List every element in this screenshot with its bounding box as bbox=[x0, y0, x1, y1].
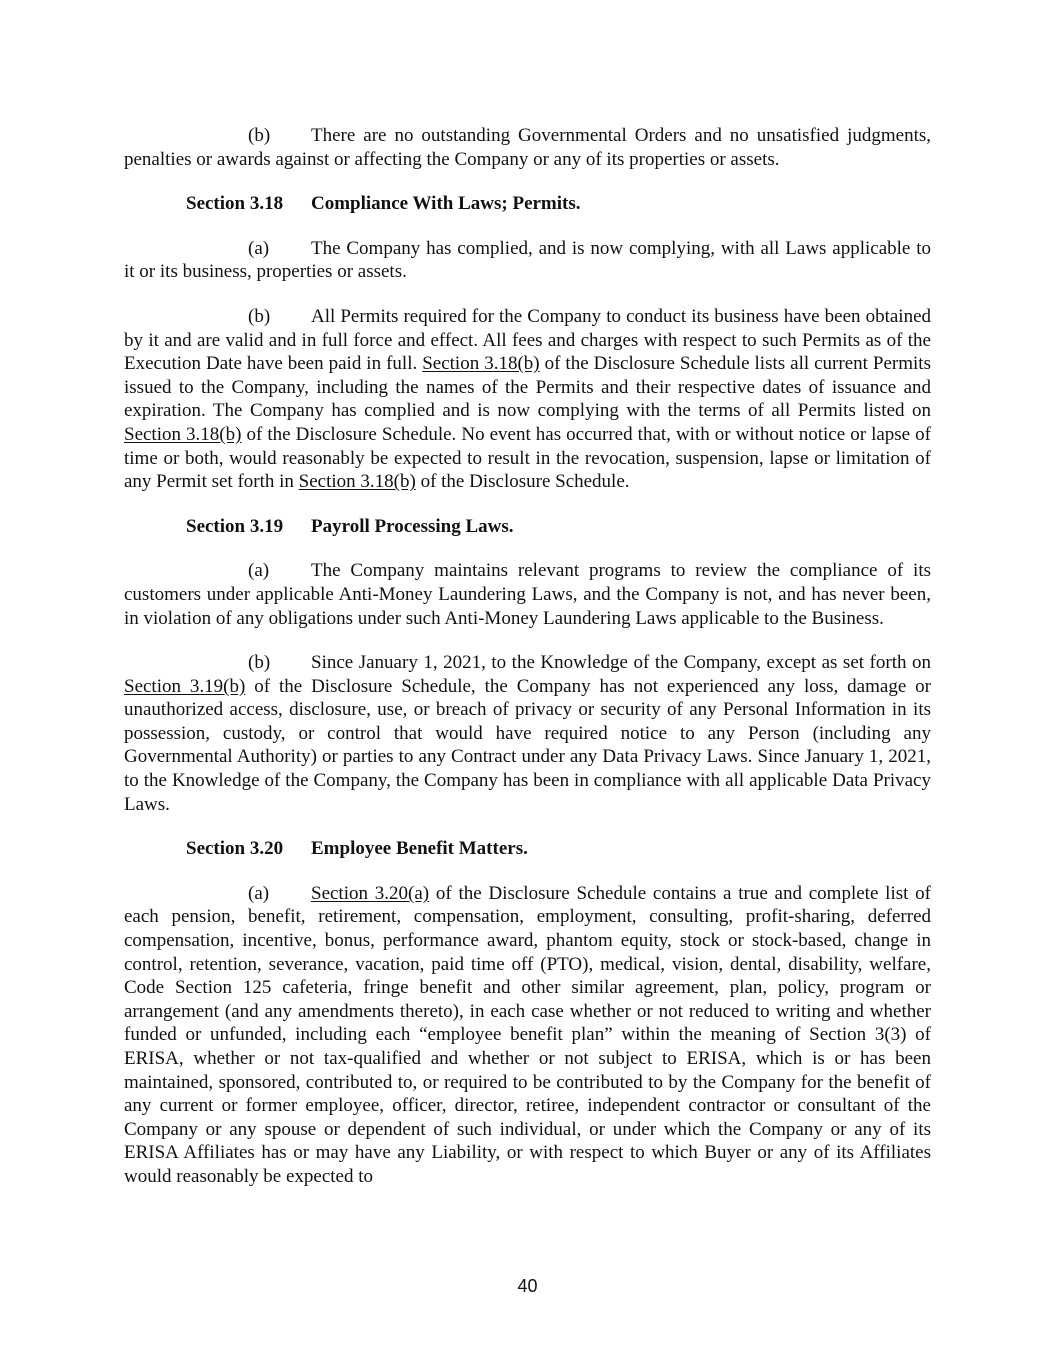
paragraph-label: (b) bbox=[248, 125, 271, 146]
document-page bbox=[124, 124, 931, 1210]
paragraph-3-20-a bbox=[124, 882, 931, 1189]
paragraph-text: of the Disclosure Schedule. No event has occurred that, with or without notice or lapse of time or both, would reasonably be expected to result in the revocation, suspension, lapse or limitation of any Permit set forth in bbox=[124, 423, 931, 493]
paragraph-3-17-b bbox=[124, 124, 931, 171]
section-title: Payroll Processing Laws. bbox=[311, 515, 514, 537]
paragraph-text: The Company maintains relevant programs to review the compliance of its customers under applicable Anti-Money Laundering Laws, and the Company is not, and has never been, in violation of any obligations under such Anti-Money Laundering Laws applicable to the Business. bbox=[124, 560, 931, 629]
paragraph-label: (a) bbox=[248, 560, 270, 582]
section-heading-3-20 bbox=[124, 837, 931, 861]
paragraph-3-19-b bbox=[124, 651, 931, 816]
section-title: Employee Benefit Matters. bbox=[311, 838, 528, 860]
paragraph-text: Since January 1, 2021, to the Knowledge of the Company, except as set forth on bbox=[311, 652, 931, 674]
section-title: Compliance With Laws; Permits. bbox=[311, 193, 581, 215]
section-reference-link: Section 3.18(b) bbox=[298, 471, 416, 493]
paragraph-label: (a) bbox=[248, 882, 270, 904]
paragraph-3-18-b bbox=[124, 305, 931, 494]
section-number: Section 3.19 bbox=[186, 515, 284, 537]
section-reference-link: Section 3.19(b) bbox=[124, 675, 246, 697]
paragraph-text: The Company has complied, and is now complying, with all Laws applicable to it or its business, properties or assets. bbox=[124, 237, 931, 283]
section-reference-link: Section 3.20(a) bbox=[311, 882, 430, 904]
section-reference-link: Section 3.18(b) bbox=[422, 353, 540, 375]
paragraph-3-19-a bbox=[124, 559, 931, 630]
paragraph-3-18-a bbox=[124, 237, 931, 284]
paragraph-text: of the Disclosure Schedule, the Company has not experienced any loss, damage or unauthorized access, disclosure, use, or breach of privacy or security of any Personal Information in its possession, custody, or control that would have required notice to any Person (including any Governmental Authority) or parties to any Contract under any Data Privacy Laws. Since January 1, 2021, to the Knowledge of the Company, the Company has been in compliance with all applicable Data Privacy Laws. bbox=[124, 675, 931, 815]
section-reference-link: Section 3.18(b) bbox=[124, 423, 242, 445]
paragraph-text: of the Disclosure Schedule lists all current Permits issued to the Company, including the names of the Permits and their respective dates of issuance and expiration. The Company has complied and is now complying with the terms of all Permits listed on bbox=[124, 353, 931, 422]
section-heading-3-19 bbox=[124, 515, 931, 539]
section-heading-3-18 bbox=[124, 192, 931, 216]
section-number: Section 3.18 bbox=[186, 193, 284, 215]
paragraph-label: (b) bbox=[248, 652, 271, 674]
paragraph-text: All Permits required for the Company to conduct its business have been obtained by it and are valid and in full force and effect. All fees and charges with respect to such Permits as of the Execution Date have been paid in full. bbox=[124, 305, 931, 375]
section-number: Section 3.20 bbox=[186, 838, 284, 860]
paragraph-text: of the Disclosure Schedule. bbox=[415, 471, 630, 493]
paragraph-text: There are no outstanding Governmental Orders and no unsatisfied judgments, penalties or awards against or affecting the Company or any of its properties or assets. bbox=[124, 125, 931, 170]
page-number: 40 bbox=[517, 1276, 538, 1296]
paragraph-text: of the Disclosure Schedule contains a true and complete list of each pension, benefit, retirement, compensation, employment, consulting, profit-sharing, deferred compensation, incentive, bonus, performance award, phantom equity, stock or stock-based, change in control, retention, severance, vacation, paid time off (PTO), medical, vision, dental, disability, welfare, Code Section 125 cafeteria, fringe benefit and other similar agreement, plan, policy, program or arrangement (and any amendments thereto), in each case whether or not reduced to writing and whether funded or unfunded, including each “employee benefit plan” within the meaning of Section 3(3) of ERISA, whether or not tax-qualified and whether or not subject to ERISA, which is or has been maintained, sponsored, contributed to, or required to be contributed to by the Company for the benefit of any current or former employee, officer, director, retiree, independent contractor or consultant of the Company or any spouse or dependent of such individual, or under which the Company or any of its ERISA Affiliates has or may have any Liability, or with respect to which Buyer or any of its Affiliates would reasonably be expected to bbox=[124, 882, 931, 1187]
paragraph-label: (a) bbox=[248, 237, 270, 259]
paragraph-label: (b) bbox=[248, 305, 271, 327]
